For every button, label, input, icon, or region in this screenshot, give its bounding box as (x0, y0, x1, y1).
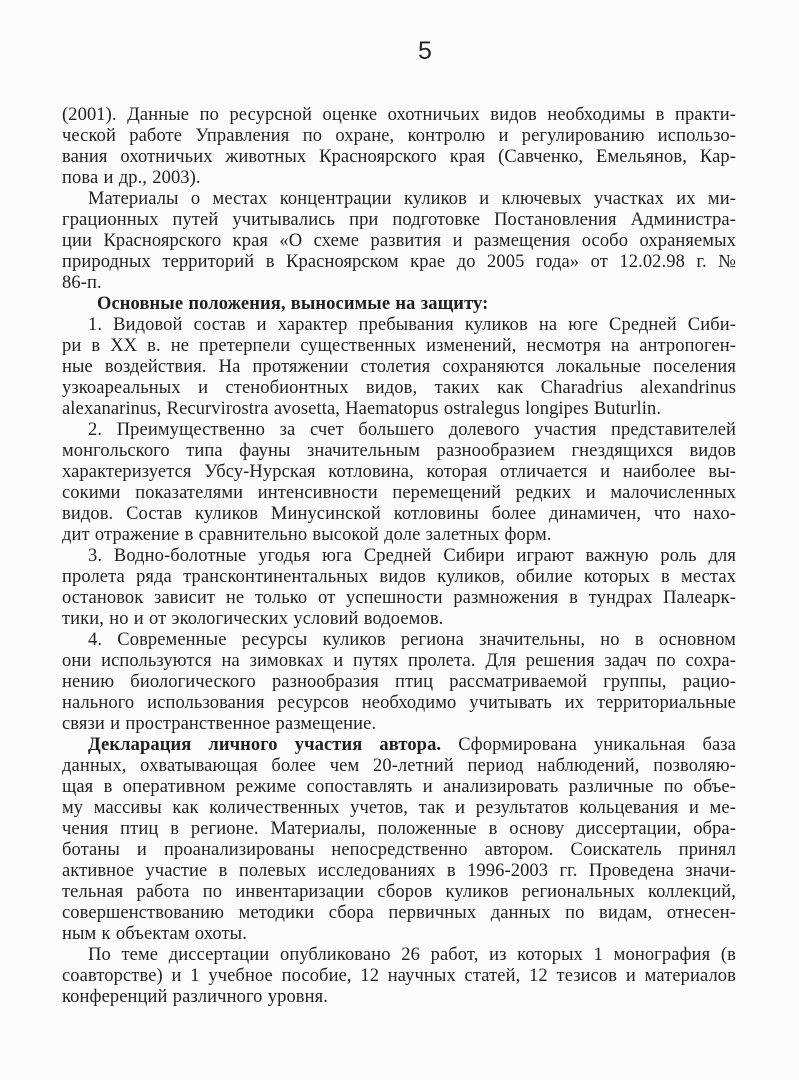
text-line: тельная работа по инвентаризации сборов куликов региональных коллекций, (62, 882, 736, 902)
text-line: 1. Видовой состав и характер пребывания куликов на юге Средней Сиби- (88, 315, 736, 335)
text-line: Декларация личного участия автора. Сформирована уникальная база (88, 735, 736, 755)
text-line: узкоареальных и стенобионтных видов, таких как Charadrius alexandrinus (62, 378, 736, 398)
text-line: ным к объектам охоты. (62, 924, 247, 944)
text-line: сокими показателями интенсивности перемещений редких и малочисленных (62, 483, 736, 503)
paragraph (62, 546, 736, 630)
text-line: вания охотничьих животных Красноярского края (Савченко, Емельянов, Кар- (62, 147, 736, 167)
text-line: грационных путей учитывались при подготовке Постановления Администра- (62, 210, 736, 230)
text-line: монгольского типа фауны значительным разнообразием гнездящихся видов (62, 441, 736, 461)
bold-lead: Декларация личного участия автора. (88, 735, 459, 755)
text-line: ботаны и проанализированы непосредственно автором. Соискатель принял (62, 840, 736, 860)
paragraph (62, 420, 736, 546)
paragraph (62, 105, 736, 189)
text-line: ческой работе Управления по охране, контролю и регулированию использо- (62, 126, 736, 146)
text-line: пова и др., 2003). (62, 168, 201, 188)
text-line: му массивы как количественных учетов, так и результатов кольцевания и ме- (62, 798, 736, 818)
text-line: По теме диссертации опубликовано 26 работ, из которых 1 монография (в (88, 945, 736, 965)
text-line: ные воздействия. На протяжении столетия сохраняются локальные поселения (62, 357, 736, 377)
paragraph (62, 735, 736, 945)
section-heading (62, 294, 736, 315)
text-line: щая в оперативном режиме сопоставлять и анализировать различные по объе- (62, 777, 736, 797)
page-number: 5 (418, 37, 432, 65)
text-line: данных, охватывающая более чем 20-летний период наблюдений, позволяю- (62, 756, 736, 776)
text-line: характеризуется Убсу-Нурская котловина, которая отличается и наиболее вы- (62, 462, 736, 482)
text-line: тики, но и от экологических условий водоемов. (62, 609, 444, 629)
text-line: (2001). Данные по ресурсной оценке охотничьих видов необходимы в практи- (62, 105, 736, 125)
text-line: нению биологического разнообразия птиц рассматриваемой группы, рацио- (62, 672, 736, 692)
text-line: остановок зависит не только от успешности размножения в тундрах Палеарк- (62, 588, 736, 608)
text-line: видов. Состав куликов Минусинской котловины более динамичен, что нахо- (62, 504, 736, 524)
text-line: Основные положения, выносимые на защиту: (97, 294, 489, 314)
text-line: ри в XX в. не претерпели существенных изменений, несмотря на антропоген- (62, 336, 736, 356)
text-line: чения птиц в регионе. Материалы, положенные в основу диссертации, обра- (62, 819, 736, 839)
text-line: 3. Водно-болотные угодья юга Средней Сибири играют важную роль для (88, 546, 736, 566)
text-line: 2. Преимущественно за счет большего долевого участия представителей (88, 420, 736, 440)
text-line: конференций различного уровня. (62, 987, 328, 1007)
paragraph (62, 315, 736, 420)
text-line: соавторстве) и 1 учебное пособие, 12 научных статей, 12 тезисов и материалов (62, 966, 736, 986)
text-line: Материалы о местах концентрации куликов и ключевых участках их ми- (88, 189, 736, 209)
text-line: дит отражение в сравнительно высокой доле залетных форм. (62, 525, 552, 545)
text-line: 86-п. (62, 273, 102, 293)
paragraph (62, 945, 736, 1008)
text-line: ции Красноярского края «О схеме развития и размещения особо охраняемых (62, 231, 736, 251)
text-line: 4. Современные ресурсы куликов региона значительны, но в основном (88, 630, 736, 650)
text-line: alexanarinus, Recurvirostra avosetta, Haematopus ostralegus longipes Buturlin. (62, 399, 662, 419)
text-line: они используются на зимовках и путях пролета. Для решения задач по сохра- (62, 651, 736, 671)
text-line: совершенствованию методики сбора первичных данных по видам, отнесен- (62, 903, 736, 923)
document-body (62, 105, 736, 1008)
text-line: пролета ряда трансконтинентальных видов куликов, обилие которых в местах (62, 567, 736, 587)
text-line: нального использования ресурсов необходимо учитывать их территориальные (62, 693, 736, 713)
paragraph (62, 189, 736, 294)
paragraph (62, 630, 736, 735)
text-line: активное участие в полевых исследованиях в 1996-2003 гг. Проведена значи- (62, 861, 736, 881)
text-line: природных территорий в Красноярском крае до 2005 года» от 12.02.98 г. № (62, 252, 736, 272)
text-line: связи и пространственное размещение. (62, 714, 377, 734)
